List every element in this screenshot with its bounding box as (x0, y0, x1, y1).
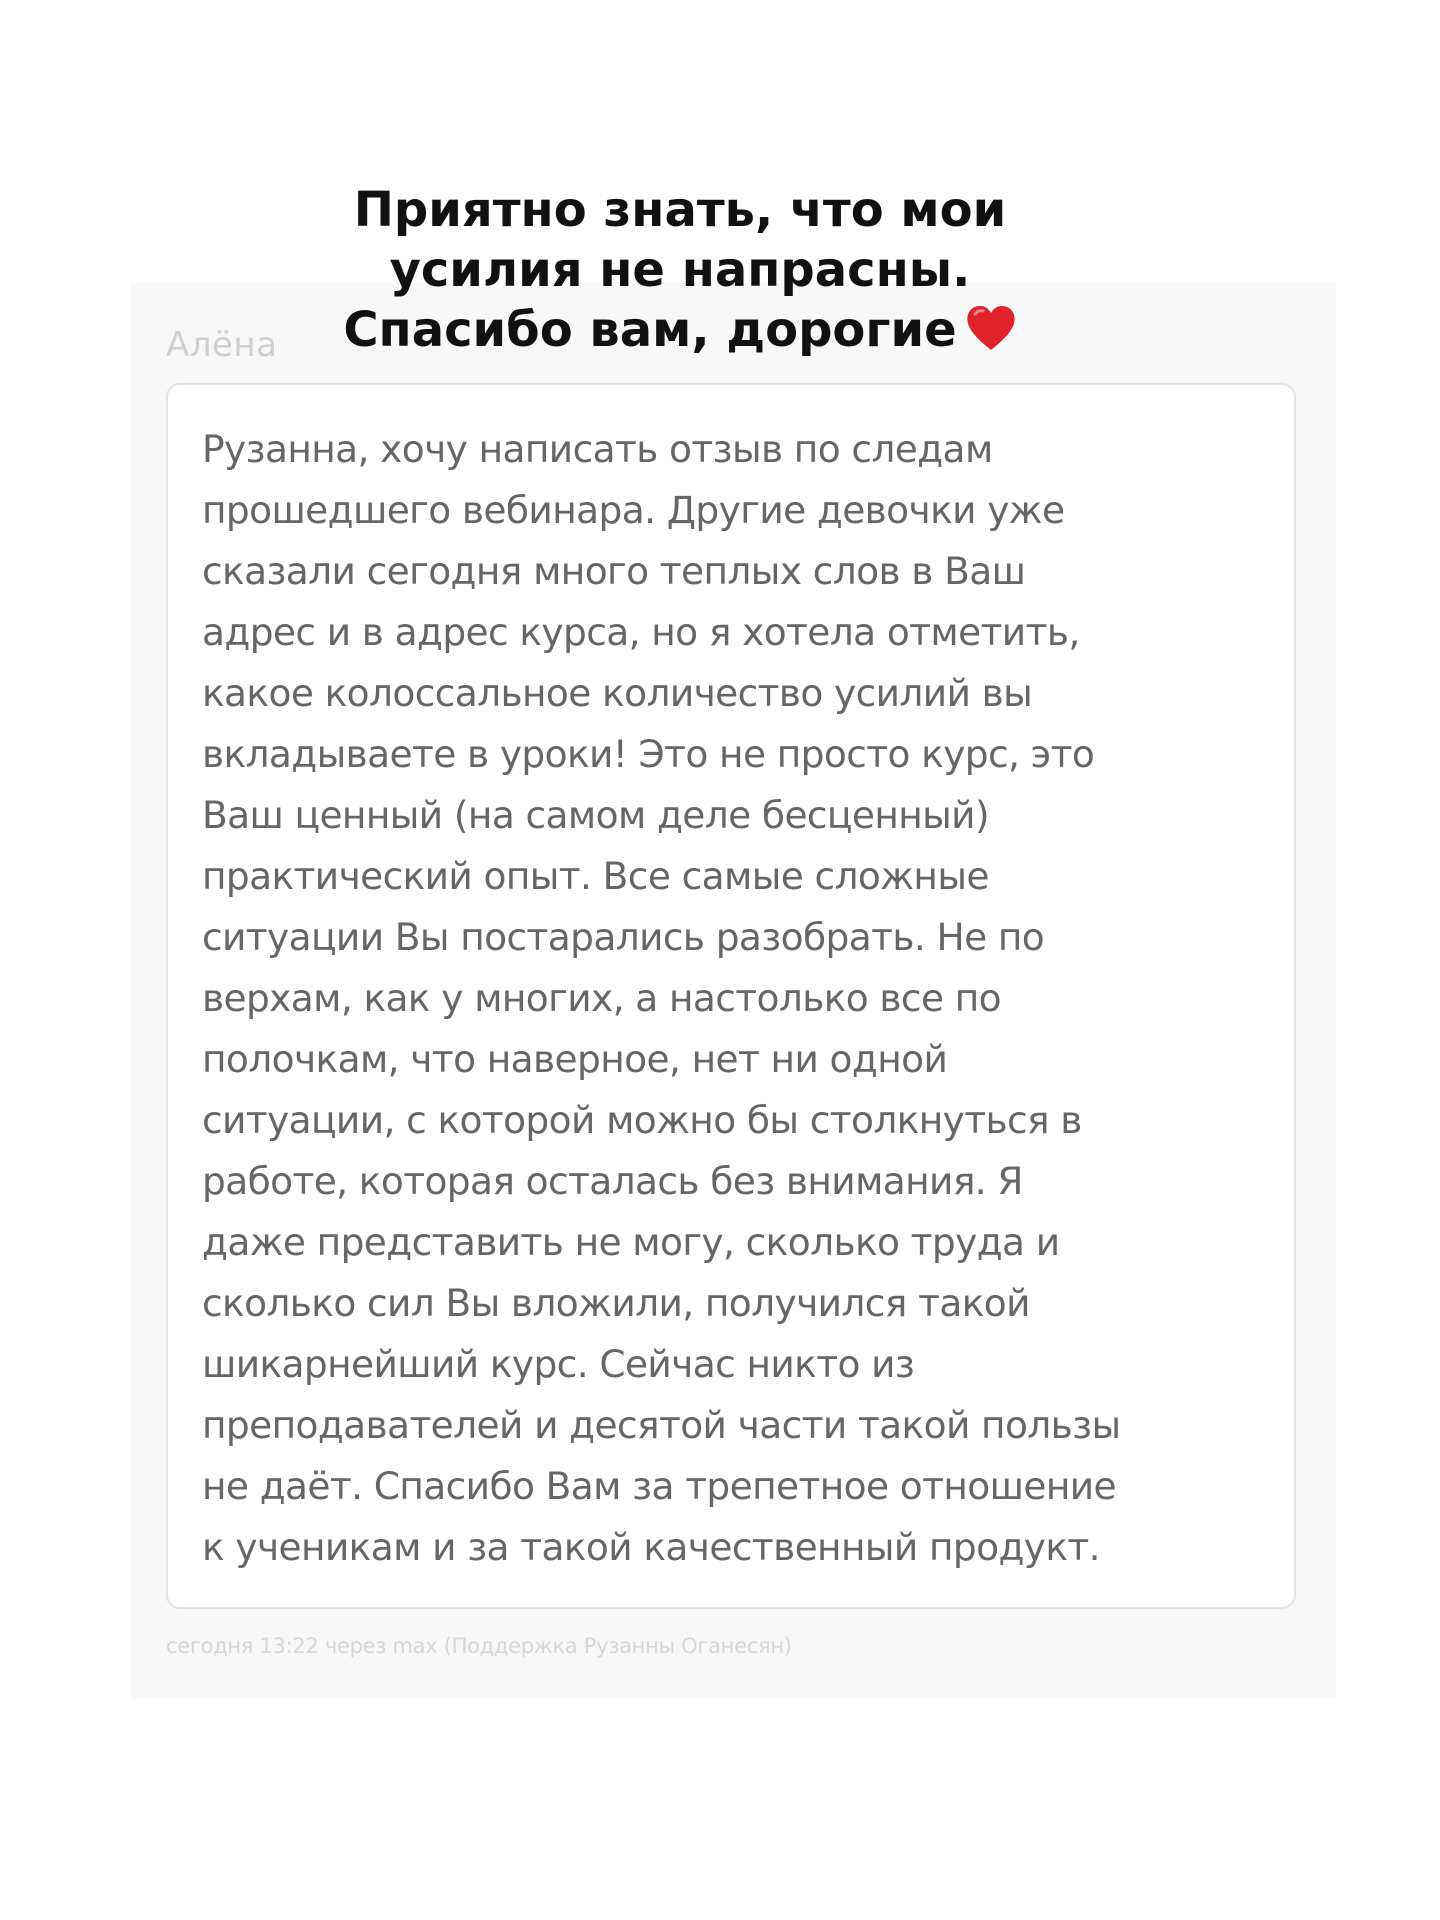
headline-line-3-wrap (0, 300, 1360, 360)
headline-line-3: Спасибо вам, дорогие (343, 302, 957, 358)
headline-line-2: усилия не напрасны. (389, 242, 971, 298)
message-text: Рузанна, хочу написать отзыв по следам прошедшего вебинара. Другие девочки уже сказали сегодня много теплых слов в Ваш адрес и в адрес курса, но я хотела отметить, какое колоссальное количество усилий вы вкладываете в уроки! Это не просто курс, это Ваш ценный (на самом деле бесценный) практический опыт. Все самые сложные ситуации Вы постарались разобрать. Не по верхам, как у многих, а настолько все по полочкам, что наверное, нет ни одной ситуации, с которой можно бы столкнуться в работе, которая осталась без внимания. Я даже представить не могу, сколько труда и сколько сил Вы вложили, получился такой шикарнейший курс. Сейчас никто из преподавателей и десятой части такой пользы не даёт. Спасибо Вам за трепетное отношение к ученикам и за такой качественный продукт. (202, 427, 1121, 1569)
headline-line-1: Приятно знать, что мои (353, 182, 1007, 238)
message-meta: сегодня 13:22 через max (Поддержка Рузанны Оганесян) (166, 1634, 792, 1658)
headline-caption (0, 180, 1360, 360)
sender-name: Алёна (166, 325, 278, 365)
heart-icon (965, 304, 1017, 352)
